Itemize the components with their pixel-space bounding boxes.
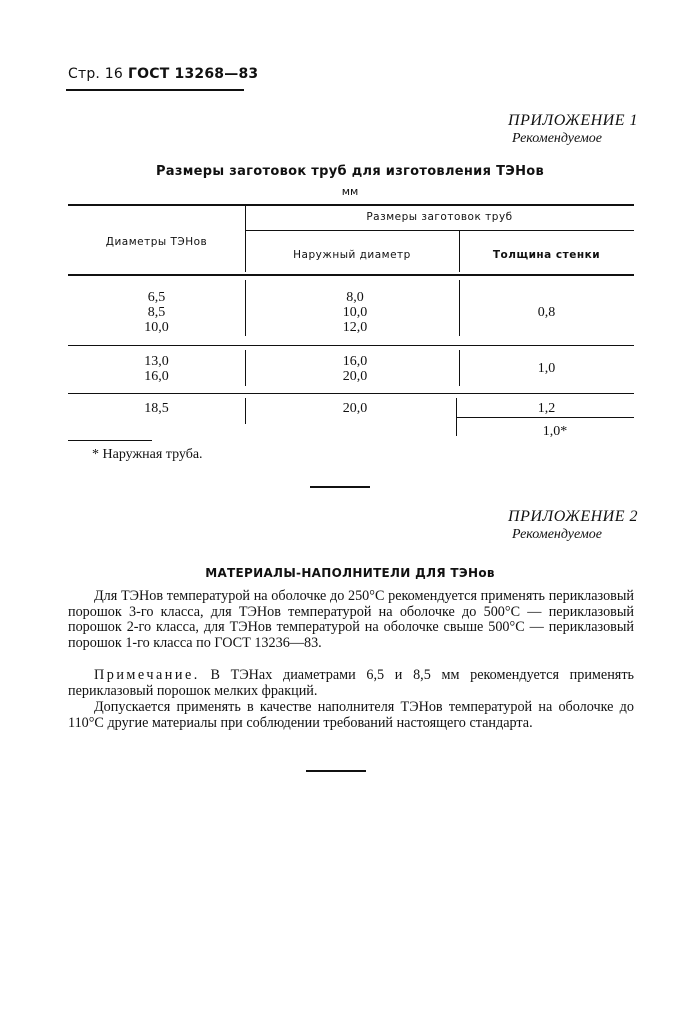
- appendix2-title: ПРИЛОЖЕНИЕ 2: [508, 508, 638, 525]
- table-row-1-wall: [459, 305, 634, 320]
- col-header-wall-thickness: Толщина стенки: [492, 249, 601, 261]
- standard-id: ГОСТ 13268—83: [128, 66, 259, 82]
- appendix1-subtitle: Рекомендуемое: [512, 131, 602, 146]
- header-rule: [66, 89, 244, 91]
- table-cell: 10,0: [342, 305, 368, 320]
- table-row-1-outer: [245, 290, 465, 335]
- row-rule-2: [68, 393, 634, 394]
- wall-split-rule: [456, 417, 634, 418]
- paragraph-2: Допускается применять в качестве наполнителя ТЭНов температурой на оболочке до 110°С другие материалы при соблюдении требований настоящего стандарта.: [68, 699, 634, 731]
- table-footnote: * Наружная труба.: [92, 447, 203, 462]
- table-cell: 13,0: [144, 354, 169, 369]
- table-row-3-outer: [245, 401, 465, 416]
- table-cell: 20,0: [342, 369, 368, 384]
- table-cell: 10,0: [144, 320, 169, 335]
- table-row-2-wall: [459, 361, 634, 376]
- appendix1-title: ПРИЛОЖЕНИЕ 1: [508, 112, 638, 129]
- table-cell: 18,5: [144, 401, 169, 416]
- group-header-rule: [245, 230, 634, 231]
- table-cell: 8,0: [346, 290, 364, 305]
- row-rule-1: [68, 345, 634, 346]
- table-cell: 6,5: [147, 290, 166, 305]
- table-row-3-wall-a: [459, 401, 634, 416]
- table-cell: 20,0: [342, 401, 368, 416]
- section-heading: МАТЕРИАЛЫ-НАПОЛНИТЕЛИ ДЛЯ ТЭНов: [205, 566, 495, 580]
- note-text: В ТЭНах диаметрами 6,5 и 8,5 мм рекомендуется применять периклазовый порошок мелких фракций.: [68, 667, 634, 699]
- section-separator-2: [306, 770, 366, 772]
- paragraph-1: Для ТЭНов температурой на оболочке до 250°С рекомендуется применять периклазовый порошок 3-го класса, для ТЭНов температурой на оболочке до 500°С — периклазовый порошок 2-го класса, для ТЭНов температурой на оболочке свыше 500°С — периклазовый порошок 1-го класса по ГОСТ 13236—83.: [68, 588, 634, 651]
- table-row-2-outer: [245, 354, 465, 384]
- table-end-rule: [68, 440, 152, 441]
- table-cell: 1,0: [537, 361, 556, 376]
- col-header-outer-diameter: Наружный диаметр: [293, 249, 411, 261]
- page-header: [68, 66, 258, 82]
- table-row-3-diameters: [68, 401, 245, 416]
- table-cell: 16,0: [342, 354, 368, 369]
- note-label: Примечание.: [94, 667, 200, 683]
- table-cell: 8,5: [147, 305, 166, 320]
- col-header-diameters: Диаметры ТЭНов: [105, 236, 208, 248]
- appendix2-subtitle: Рекомендуемое: [512, 527, 602, 542]
- table-cell: 12,0: [342, 320, 368, 335]
- table-row-1-diameters: [68, 290, 245, 335]
- col-group-header: Размеры заготовок труб: [366, 211, 513, 223]
- table-unit: мм: [341, 185, 359, 198]
- note-paragraph: [68, 668, 634, 699]
- table-cell: 1,0*: [542, 424, 568, 439]
- header-bottom-rule: [68, 274, 634, 276]
- table-cell: 1,2: [537, 401, 556, 416]
- section-separator-1: [310, 486, 370, 488]
- table-title: Размеры заготовок труб для изготовления ТЭНов: [155, 164, 545, 179]
- table-top-rule: [68, 204, 634, 206]
- table-row-3-wall-b: [459, 424, 651, 439]
- page-number: Стр. 16: [68, 66, 123, 82]
- table-cell: 0,8: [537, 305, 556, 320]
- table-row-2-diameters: [68, 354, 245, 384]
- table-cell: 16,0: [144, 369, 169, 384]
